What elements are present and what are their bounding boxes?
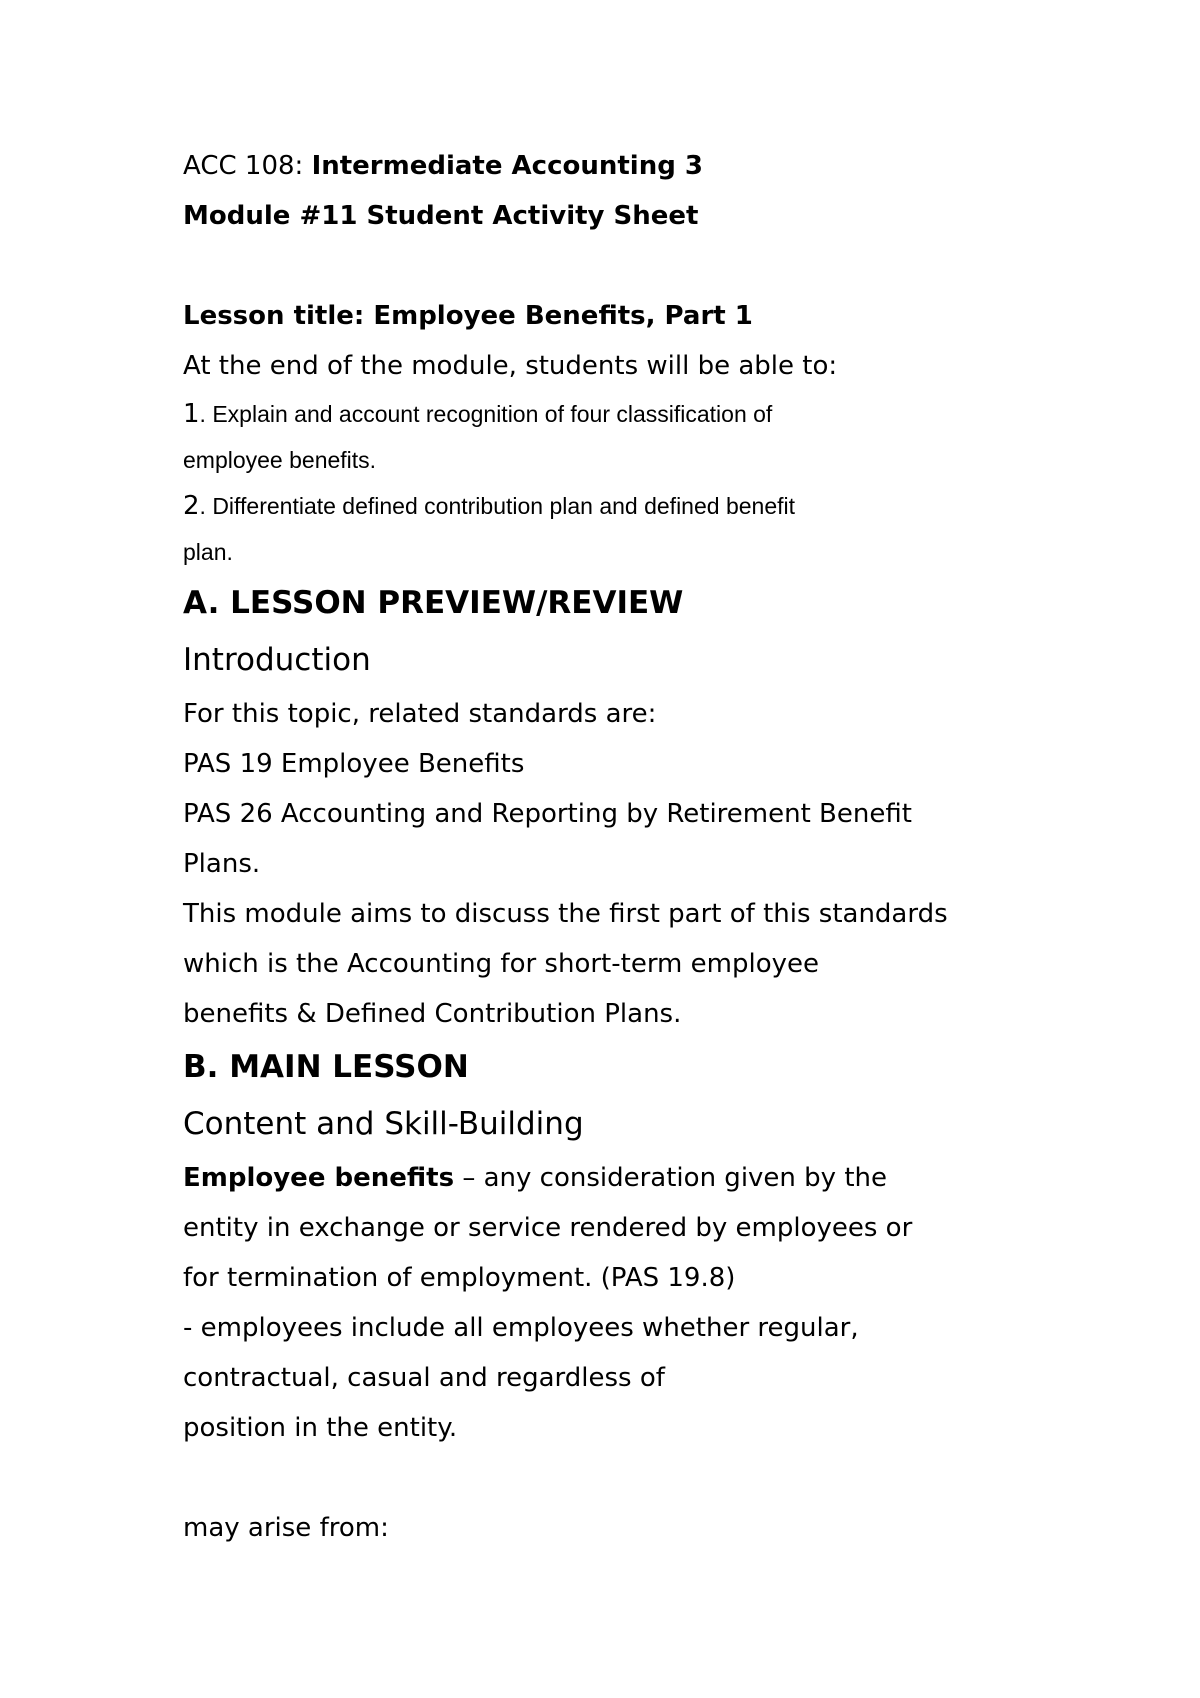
section-a-line: This module aims to discuss the first part of this standards — [183, 899, 948, 929]
section-a-subheading: Introduction — [183, 642, 371, 678]
spacer — [183, 1453, 1063, 1503]
section-b-subheading: Content and Skill-Building — [183, 1106, 584, 1142]
section-b-line: - employees include all employees whether regular, — [183, 1313, 859, 1343]
definition-term: Employee benefits — [183, 1163, 455, 1193]
course-code: ACC 108: — [183, 151, 312, 181]
section-a-line: Plans. — [183, 849, 261, 879]
objective-1-text: . Explain and account recognition of four classification of — [199, 401, 773, 427]
document-page — [183, 141, 1063, 1553]
objective-1-line-1 — [183, 391, 1063, 437]
section-a-line: For this topic, related standards are: — [183, 699, 657, 729]
objective-2-text: . Differentiate defined contribution plan and defined benefit — [199, 493, 795, 519]
section-b-line: position in the entity. — [183, 1413, 458, 1443]
objective-1-line-2: employee benefits. — [183, 447, 377, 473]
section-a-line: PAS 26 Accounting and Reporting by Retirement Benefit — [183, 799, 912, 829]
section-b-line: contractual, casual and regardless of — [183, 1363, 665, 1393]
spacer — [183, 241, 1063, 291]
section-b-line: for termination of employment. (PAS 19.8) — [183, 1263, 736, 1293]
may-arise-line: may arise from: — [183, 1513, 389, 1543]
course-title: Intermediate Accounting 3 — [311, 151, 703, 181]
objective-2-line-1 — [183, 483, 1063, 529]
definition-line — [183, 1153, 1063, 1203]
objective-1-number: 1 — [183, 399, 200, 429]
section-a-line: PAS 19 Employee Benefits — [183, 749, 525, 779]
objective-2-line-2: plan. — [183, 539, 233, 565]
objectives-intro: At the end of the module, students will be able to: — [183, 351, 838, 381]
section-b-heading: B. MAIN LESSON — [183, 1049, 469, 1085]
section-b-line: entity in exchange or service rendered by employees or — [183, 1213, 913, 1243]
objective-2-number: 2 — [183, 491, 200, 521]
module-title: Module #11 Student Activity Sheet — [183, 201, 699, 231]
section-a-line: benefits & Defined Contribution Plans. — [183, 999, 682, 1029]
lesson-title: Lesson title: Employee Benefits, Part 1 — [183, 301, 753, 331]
course-line — [183, 141, 1063, 191]
section-a-line: which is the Accounting for short-term employee — [183, 949, 819, 979]
section-a-heading: A. LESSON PREVIEW/REVIEW — [183, 585, 684, 621]
definition-text: – any consideration given by the — [454, 1163, 887, 1193]
